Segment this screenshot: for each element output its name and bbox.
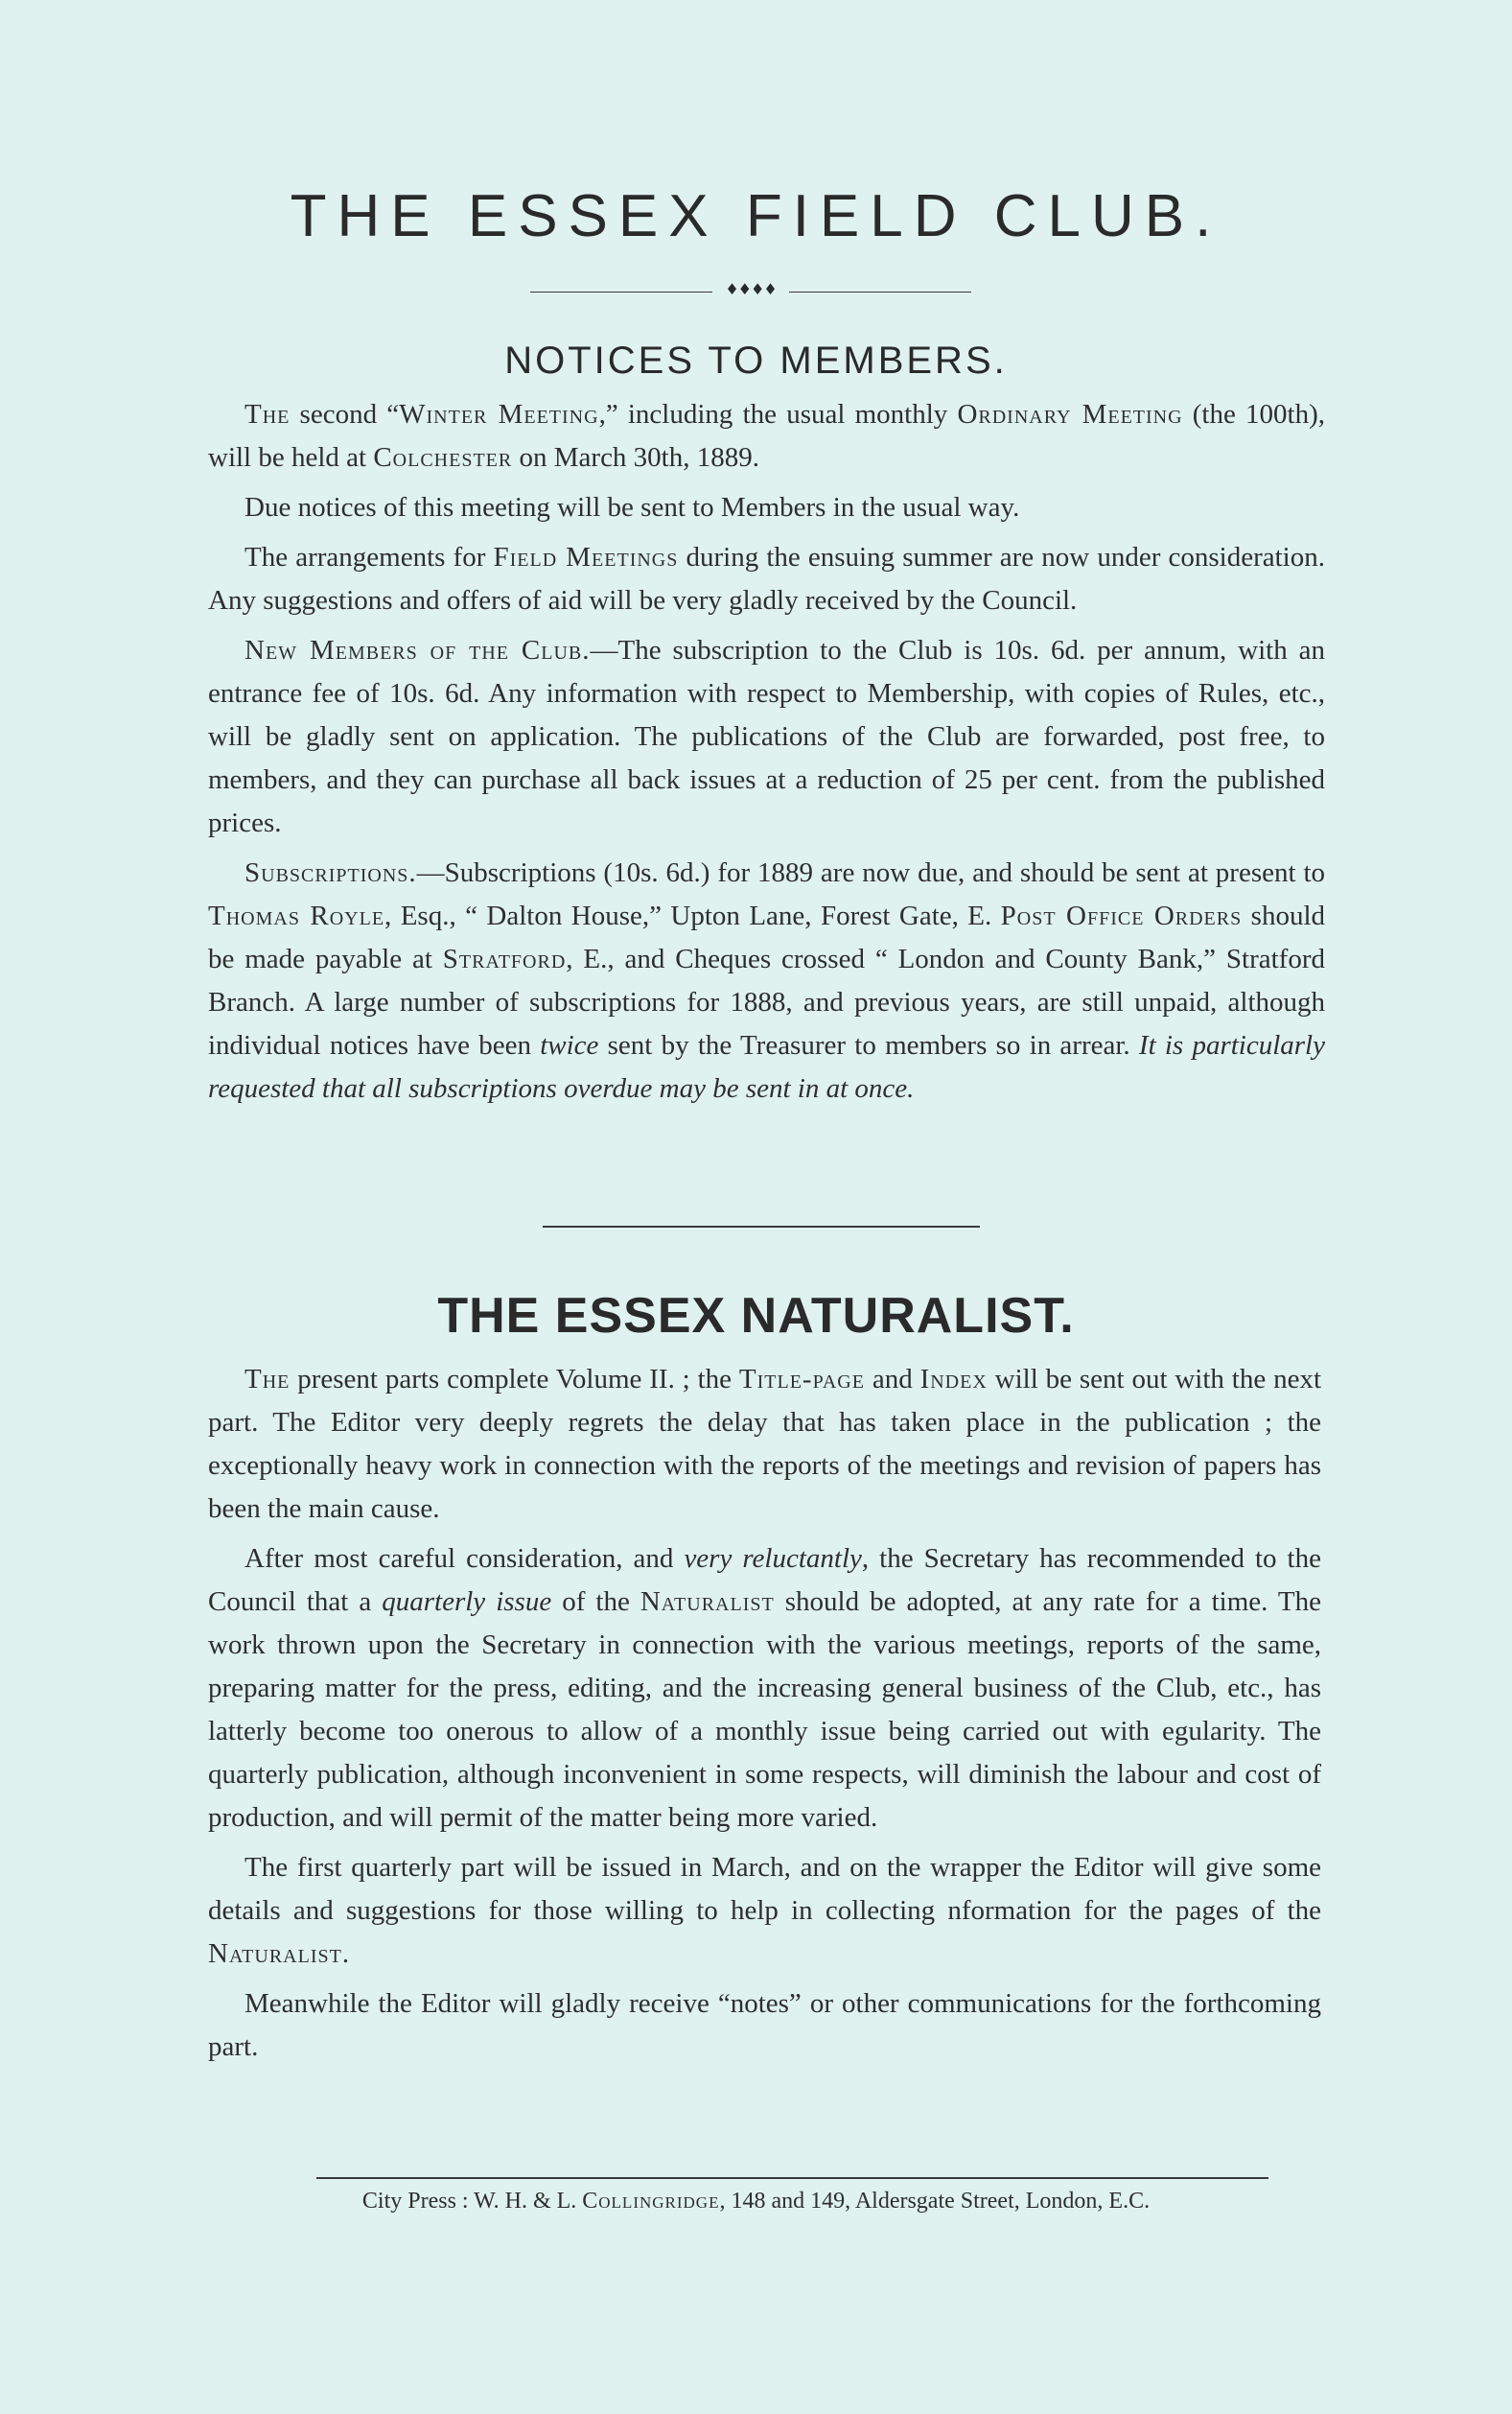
paragraph-first-quarterly-part — [208, 1846, 1321, 1976]
post-office-orders-term: Post Office Orders — [1000, 901, 1243, 931]
text-run: second “ — [290, 399, 400, 430]
divider-line-right — [789, 292, 971, 293]
lead-word: The — [244, 399, 291, 430]
text-run: , Esq., “ Dalton House,” Upton Lane, Forest Gate, E. — [384, 901, 1001, 931]
printer-imprint — [0, 2184, 1512, 2218]
paragraph-new-members — [208, 629, 1325, 845]
stratford-term: Stratford — [442, 944, 567, 974]
text-run: (the 100th), will be held at — [208, 399, 1325, 473]
notices-body — [208, 393, 1325, 1117]
text-run: should be made payable at — [208, 901, 1325, 974]
subscriptions-lead: Subscriptions. — [244, 857, 417, 888]
naturalist-heading: THE ESSEX NATURALIST. — [437, 1288, 1075, 1344]
colchester-term: Colchester — [373, 442, 513, 473]
text-run: —Subscriptions (10s. 6d.) for 1889 are now due, and should be sent at present to — [416, 857, 1325, 888]
collingridge-name: Collingridge — [582, 2189, 720, 2214]
text-run: will be sent out with the next part. The Editor very deeply regrets the delay that has taken place in the publication ; the exceptionally heavy work in connection with the reports of the meetings and revision of papers has been the main cause. — [208, 1364, 1322, 1524]
text-run: ,” including the usual monthly — [598, 399, 958, 430]
ordinary-meeting-term: Ordinary Meeting — [957, 399, 1183, 430]
text-run: . — [341, 1938, 350, 1969]
index-term: Index — [919, 1364, 988, 1394]
club-title: THE ESSEX FIELD CLUB. — [290, 183, 1222, 249]
footer-divider — [316, 2177, 1268, 2179]
text-run: , E., and Cheques crossed “ London and County Bank,” Stratford Branch. A large number of subscriptions for 1888, and previous years, are still unpaid, although individual notices have been — [208, 944, 1325, 1061]
notices-heading: NOTICES TO MEMBERS. — [504, 340, 1008, 382]
text-run: , the Secretary has recommended to the Council that a — [208, 1543, 1321, 1617]
naturalist-term: Naturalist — [208, 1938, 342, 1969]
text-run: , 148 and 149, Aldersgate Street, London, E.C. — [719, 2189, 1151, 2214]
overdue-request-emphasis: It is particularly requested that all subscriptions overdue may be sent in at once. — [208, 1030, 1325, 1104]
field-meetings-term: Field Meetings — [493, 542, 679, 573]
text-run: After most careful consideration, and — [244, 1543, 685, 1574]
text-run: The first quarterly part will be issued in March, and on the wrapper the Editor will give some details and suggestions for those willing to help in collecting nformation for the pages of the — [208, 1852, 1321, 1926]
winter-meeting-term: Winter Meeting — [399, 399, 599, 430]
text-run: during the ensuing summer are now under consideration. Any suggestions and offers of aid will be very gladly received by the Council. — [208, 542, 1325, 616]
text-run: should be adopted, at any rate for a time. The work thrown upon the Secretary in connection with the various meetings, reports of the same, preparing matter for the press, editing, and the increasing general business of the Club, etc., has latterly become too onerous to allow of a monthly issue being carried out with egularity. The quarterly publication, although inconvenient in some respects, will diminish the labour and cost of production, and will permit of the matter being more varied. — [208, 1586, 1321, 1833]
paragraph-due-notices: Due notices of this meeting will be sent to Members in the usual way. — [244, 492, 1020, 523]
naturalist-body — [208, 1358, 1321, 2075]
text-run: on March 30th, 1889. — [512, 442, 759, 473]
thomas-royle-name: Thomas Royle — [208, 901, 385, 931]
new-members-lead: New Members of the Club. — [244, 635, 591, 666]
text-run: sent by the Treasurer to members so in arrear. — [598, 1030, 1139, 1061]
text-run: and — [864, 1364, 920, 1394]
very-reluctantly-emphasis: very reluctantly — [684, 1543, 862, 1574]
text-run: —The subscription to the Club is 10s. 6d. per annum, with an entrance fee of 10s. 6d. Any information with respect to Membership, with copies of Rules, etc., will be gladly sent on application. The publications of the Club are forwarded, post free, to members, and they can purchase all back issues at a reduction of 25 per cent. from the published prices. — [208, 635, 1325, 838]
text-run: The arrangements for — [244, 542, 494, 573]
paragraph-quarterly-issue — [208, 1537, 1321, 1840]
section-divider — [543, 1226, 980, 1228]
paragraph-subscriptions — [208, 852, 1325, 1111]
paragraph-notes-request: Meanwhile the Editor will gladly receive “notes” or other communications for the forthcoming part. — [208, 1988, 1321, 2062]
text-run: City Press : W. H. & L. — [361, 2189, 583, 2214]
paragraph-winter-meeting — [208, 393, 1325, 480]
text-run: of the — [551, 1586, 640, 1617]
divider-line-left — [530, 292, 712, 293]
naturalist-term: Naturalist — [640, 1586, 775, 1617]
diamond-ornament-icon: ♦♦♦♦ — [725, 280, 777, 298]
twice-emphasis: twice — [540, 1030, 599, 1061]
paragraph-volume-complete — [208, 1358, 1321, 1531]
title-page-term: Title-page — [738, 1364, 865, 1394]
ornament-divider — [530, 280, 971, 299]
quarterly-issue-emphasis: quarterly issue — [382, 1586, 552, 1617]
lead-word: The — [244, 1364, 291, 1394]
paragraph-field-meetings — [208, 536, 1325, 622]
text-run: present parts complete Volume II. ; the — [290, 1364, 739, 1394]
